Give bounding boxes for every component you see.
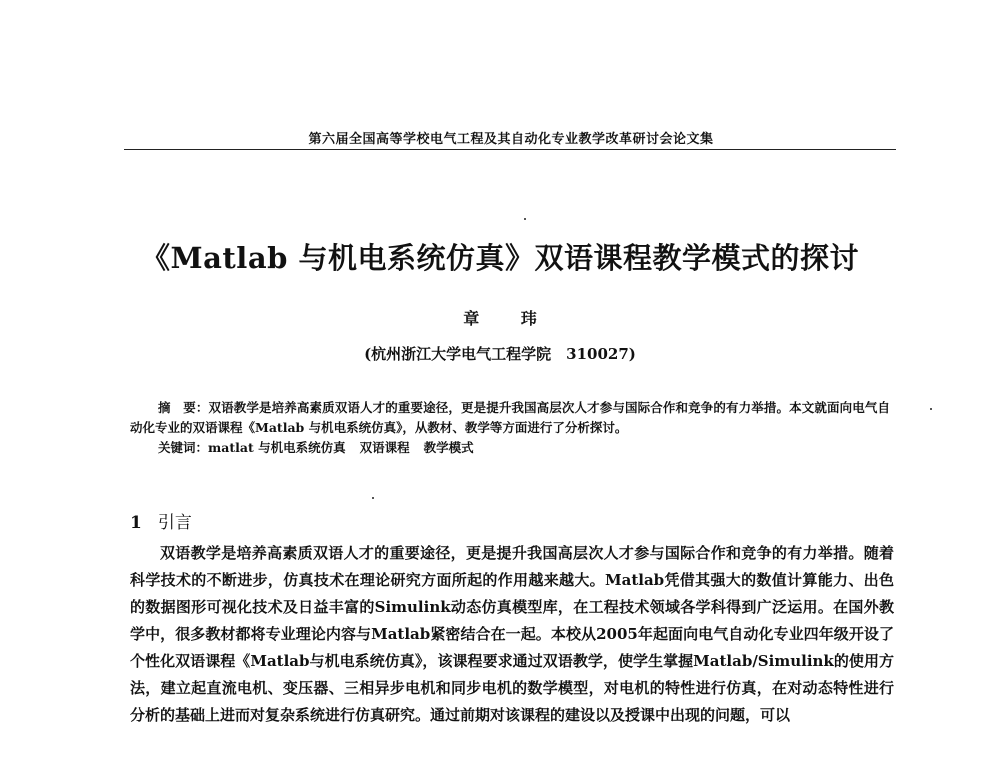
keyword-item: matlat 与机电系统仿真 [208, 440, 346, 455]
body-text [130, 540, 894, 729]
scan-speck [372, 497, 374, 499]
scan-speck [930, 408, 932, 410]
abstract-label: 摘 要： [158, 400, 209, 415]
author: 章 玮 [463, 309, 555, 328]
keyword-item: 双语课程 [359, 440, 410, 455]
keyword-item: 教学模式 [423, 440, 474, 455]
section-title: 引言 [157, 513, 192, 533]
section-number: 1 [130, 513, 142, 533]
body-paragraph: 双语教学是培养高素质双语人才的重要途径，更是提升我国高层次人才参与国际合作和竞争的有力举措。随着科学技术的不断进步，仿真技术在理论研究方面所起的作用越来越大。Matlab凭借其强大的数值计算能力、出色的数据图形可视化技术及日益丰富的Simulink动态仿真模型库，在工程技术领域各学科得到广泛运用。在国外教学中，很多教材都将专业理论内容与Matlab紧密结合在一起。本校从2005年起面向电气自动化专业四年级开设了个性化双语课程《Matlab与机电系统仿真》，该课程要求通过双语教学，使学生掌握Matlab/Simulink的使用方法，建立起直流电机、变压器、三相异步电机和同步电机的数学模型，对电机的特性进行仿真，在对动态特性进行分析的基础上进而对复杂系统进行仿真研究。通过前期对该课程的建设以及授课中出现的问题，可以 [130, 544, 894, 724]
abstract-text: 双语教学是培养高素质双语人才的重要途径，更是提升我国高层次人才参与国际合作和竞争的有力举措。本文就面向电气自动化专业的双语课程《Matlab 与机电系统仿真》，从教材、教学等方面进行了分析探讨。 [130, 400, 890, 435]
affiliation: (杭州浙江大学电气工程学院 310027) [364, 345, 636, 363]
keywords-label: 关键词： [158, 440, 209, 455]
scan-speck [524, 218, 526, 220]
abstract-block [130, 398, 890, 458]
header-rule [124, 149, 896, 150]
keywords [130, 438, 890, 458]
section-heading [130, 508, 192, 533]
abstract [130, 398, 890, 438]
paper-title: 《Matlab 与机电系统仿真》双语课程教学模式的探讨 [141, 241, 859, 275]
running-header: 第六届全国高等学校电气工程及其自动化专业教学改革研讨会论文集 [308, 132, 714, 147]
